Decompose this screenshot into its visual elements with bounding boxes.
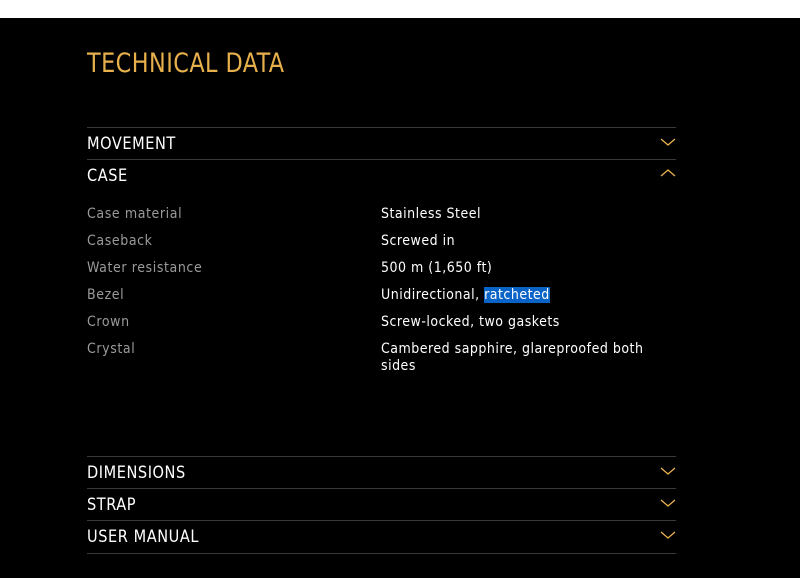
spec-label: Bezel bbox=[87, 287, 125, 303]
chevron-down-icon bbox=[660, 466, 676, 476]
spec-label: Crystal bbox=[87, 341, 136, 357]
spec-label: Crown bbox=[87, 314, 130, 330]
spec-value-bezel bbox=[381, 287, 671, 304]
page-title: TECHNICAL DATA bbox=[87, 48, 285, 79]
chevron-down-icon bbox=[660, 137, 676, 147]
spec-value: Screw-locked, two gaskets bbox=[381, 314, 560, 330]
section-dimensions-label: DIMENSIONS bbox=[87, 463, 186, 483]
spec-value: Stainless Steel bbox=[381, 206, 481, 222]
spec-value: Screwed in bbox=[381, 233, 456, 249]
section-case-label: CASE bbox=[87, 166, 128, 186]
section-strap-label: STRAP bbox=[87, 495, 137, 515]
top-strip bbox=[0, 0, 800, 18]
spec-label: Case material bbox=[87, 206, 183, 222]
chevron-down-icon bbox=[660, 530, 676, 540]
spec-value-prefix: Unidirectional, bbox=[381, 287, 485, 303]
section-movement[interactable] bbox=[87, 127, 676, 160]
spec-value: 500 m (1,650 ft) bbox=[381, 260, 493, 276]
section-strap[interactable] bbox=[87, 488, 676, 521]
spec-label: Water resistance bbox=[87, 260, 203, 276]
chevron-up-icon bbox=[660, 168, 676, 178]
spec-label: Caseback bbox=[87, 233, 153, 249]
selected-text: ratcheted bbox=[484, 287, 550, 303]
section-dimensions[interactable] bbox=[87, 456, 676, 489]
section-user-manual-label: USER MANUAL bbox=[87, 527, 200, 547]
section-case[interactable] bbox=[87, 159, 676, 192]
section-user-manual[interactable] bbox=[87, 520, 676, 554]
section-movement-label: MOVEMENT bbox=[87, 134, 176, 154]
spec-value: Cambered sapphire, glareproofed both sides bbox=[381, 341, 644, 374]
chevron-down-icon bbox=[660, 498, 676, 508]
